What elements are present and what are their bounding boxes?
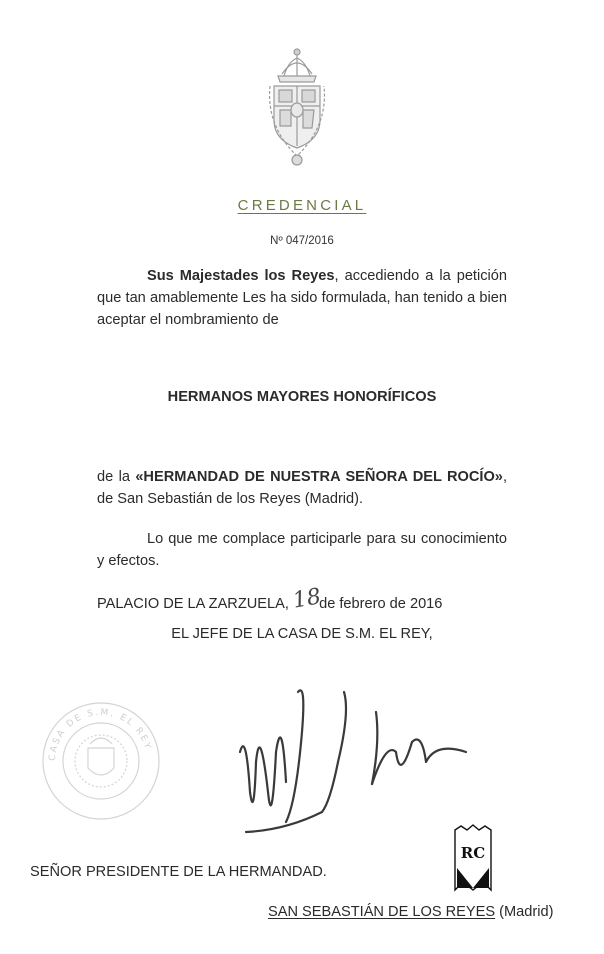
paragraph-brotherhood xyxy=(97,466,507,510)
city-line xyxy=(268,904,553,920)
logo-letters: RC xyxy=(460,844,486,862)
city-name: SAN SEBASTIÁN DE LOS REYES xyxy=(268,904,496,920)
paragraph-intro-bold: Sus Majestades los Reyes xyxy=(147,268,335,284)
document-title: CREDENCIAL xyxy=(237,197,367,214)
place-name: PALACIO DE LA ZARZUELA, xyxy=(97,596,289,612)
paragraph-brotherhood-pre: de la xyxy=(97,469,136,485)
signer-title: EL JEFE DE LA CASA DE S.M. EL REY, xyxy=(171,626,433,642)
paragraph-closing: Lo que me complace participarle para su conocimiento y efectos. xyxy=(97,531,507,569)
city-region: (Madrid) xyxy=(499,904,554,920)
document-number: Nº 047/2016 xyxy=(270,235,334,247)
handwritten-day: 18 xyxy=(291,584,323,614)
rc-logo-icon xyxy=(453,824,493,894)
signature-icon xyxy=(226,672,494,842)
paragraph-intro-rest: , accediendo a la petición que tan amablemente Les ha sido formulada, han tenido a bien aceptar el nombramiento de xyxy=(97,268,507,328)
honor-title: HERMANOS MAYORES HONORÍFICOS xyxy=(167,389,437,405)
paragraph-intro xyxy=(97,265,507,331)
paragraph-brotherhood-rest: , de San Sebastián de los Reyes (Madrid). xyxy=(97,469,507,507)
seal-text: CASA DE S.M. EL REY xyxy=(47,707,153,762)
recipient-line: SEÑOR PRESIDENTE DE LA HERMANDAD. xyxy=(30,864,327,880)
royal-coat-of-arms-icon xyxy=(262,46,332,168)
place-date-line xyxy=(97,584,443,614)
embossed-seal-icon xyxy=(38,698,164,824)
date-rest: de febrero de 2016 xyxy=(319,596,443,612)
paragraph-brotherhood-bold: «HERMANDAD DE NUESTRA SEÑORA DEL ROCÍO» xyxy=(135,469,503,485)
